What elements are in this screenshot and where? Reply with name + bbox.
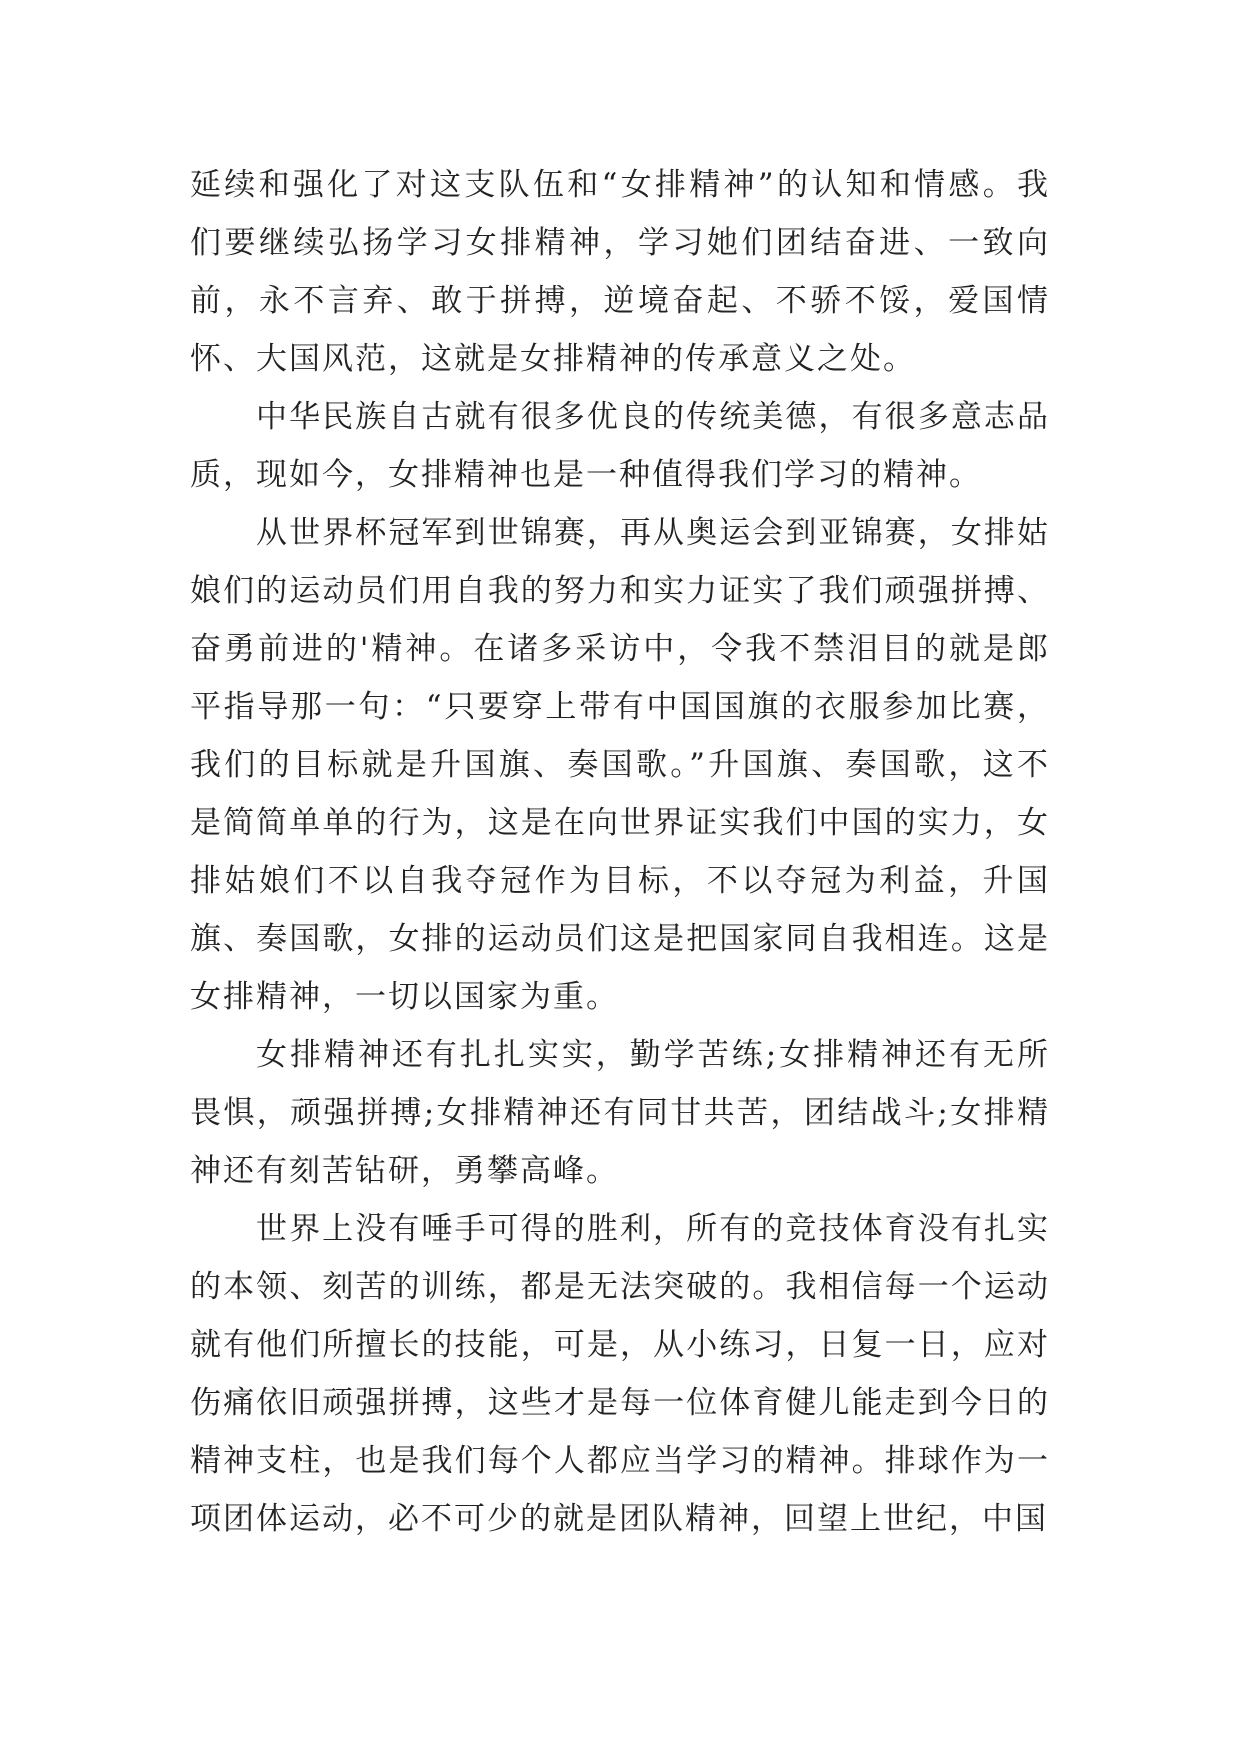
paragraph: 从世界杯冠军到世锦赛，再从奥运会到亚锦赛，女排姑娘们的运动员们用自我的努力和实力证实了我们顽强拼搏、奋勇前进的'精神。在诸多采访中，令我不禁泪目的就是郎平指导那一句：“只要穿上带有中国国旗的衣服参加比赛，我们的目标就是升国旗、奏国歌。”升国旗、奏国歌，这不是简简单单的行为，这是在向世界证实我们中国的实力，女排姑娘们不以自我夺冠作为目标，不以夺冠为利益，升国旗、奏国歌，女排的运动员们这是把国家同自我相连。这是女排精神，一切以国家为重。	[190, 515, 1050, 1015]
paragraph: 中华民族自古就有很多优良的传统美德，有很多意志品质，现如今，女排精神也是一种值得我们学习的精神。	[190, 399, 1050, 493]
document-body	[190, 156, 1050, 1548]
paragraph: 女排精神还有扎扎实实，勤学苦练;女排精神还有无所畏惧，顽强拼搏;女排精神还有同甘共苦，团结战斗;女排精神还有刻苦钻研，勇攀高峰。	[190, 1037, 1050, 1189]
paragraph: 世界上没有唾手可得的胜利，所有的竞技体育没有扎实的本领、刻苦的训练，都是无法突破的。我相信每一个运动就有他们所擅长的技能，可是，从小练习，日复一日，应对伤痛依旧顽强拼搏，这些才是每一位体育健儿能走到今日的精神支柱，也是我们每个人都应当学习的精神。排球作为一项团体运动，必不可少的就是团队精神，回望上世纪，中国	[190, 1211, 1050, 1537]
paragraph: 延续和强化了对这支队伍和“女排精神”的认知和情感。我们要继续弘扬学习女排精神，学习她们团结奋进、一致向前，永不言弃、敢于拼搏，逆境奋起、不骄不馁，爱国情怀、大国风范，这就是女排精神的传承意义之处。	[190, 167, 1050, 377]
